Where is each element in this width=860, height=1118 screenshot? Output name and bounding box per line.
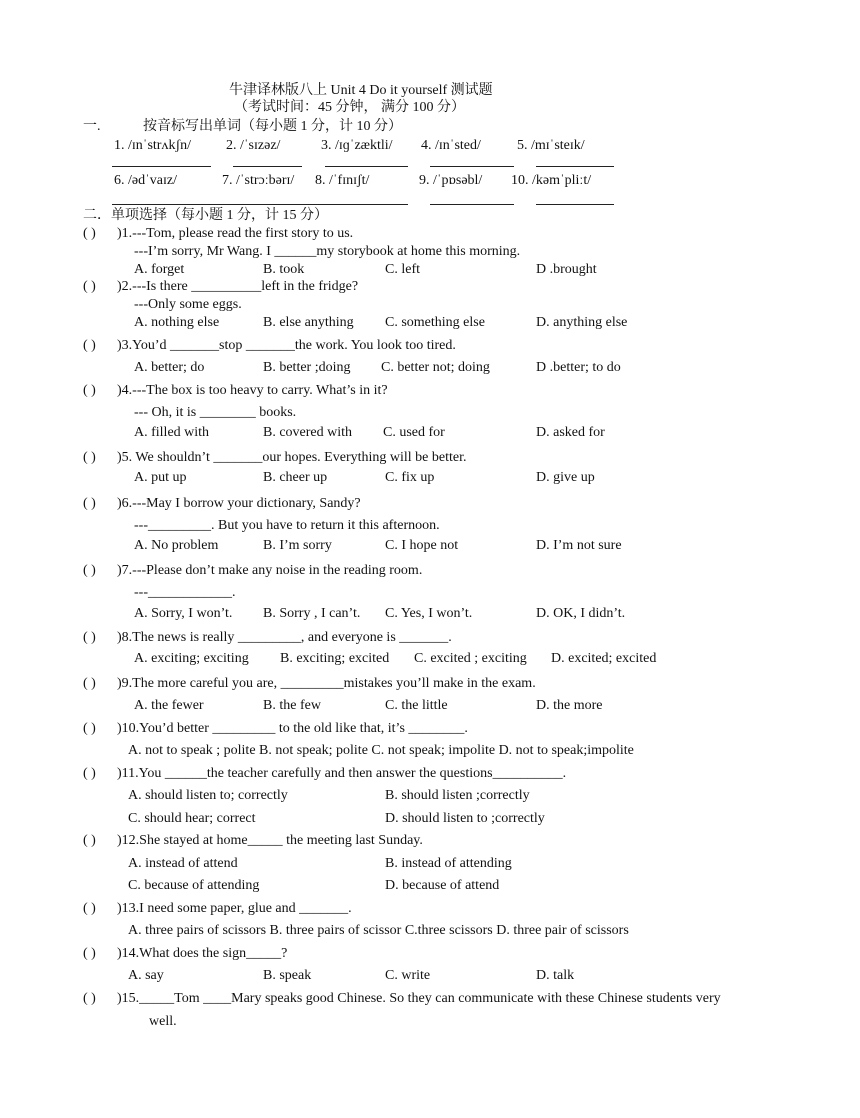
answer-blank[interactable] bbox=[536, 204, 614, 205]
exam-info: （考试时间：45 分钟， 满分 100 分） bbox=[234, 100, 465, 115]
option-d: D. give up bbox=[536, 470, 595, 485]
question-stem: )2.---Is there __________left in the fridge? bbox=[117, 279, 359, 294]
phonetic-item: 6. /ədˈvaɪz/ bbox=[114, 173, 177, 188]
option-a: A. better; do bbox=[134, 360, 205, 375]
answer-paren[interactable]: ( ) bbox=[83, 833, 96, 848]
option-a: A. filled with bbox=[134, 425, 210, 440]
question-stem: )8.The news is really _________, and everyone is _______. bbox=[117, 630, 452, 645]
option-b: B. covered with bbox=[263, 425, 353, 440]
section1-heading: 按音标写出单词（每小题 1 分，计 10 分） bbox=[143, 119, 402, 134]
option-d: D. talk bbox=[536, 968, 575, 983]
option-b: B. better ;doing bbox=[263, 360, 351, 375]
options-line: A. three pairs of scissors B. three pairs of scissor C.three scissors D. three pair of scissors bbox=[128, 923, 629, 938]
phonetic-item: 2. /ˈsɪzəz/ bbox=[226, 138, 281, 153]
answer-blank[interactable] bbox=[112, 204, 300, 205]
question-stem: )15._____Tom ____Mary speaks good Chinese. So they can communicate with these Chinese students very bbox=[117, 991, 721, 1006]
option-c: C. I hope not bbox=[385, 538, 459, 553]
answer-paren[interactable]: ( ) bbox=[83, 450, 96, 465]
question-line: ---____________. bbox=[134, 585, 236, 600]
option-c: C. left bbox=[385, 262, 420, 277]
option-b: B. the few bbox=[263, 698, 321, 713]
phonetic-item: 7. /ˈstrɔːbərɪ/ bbox=[222, 173, 295, 188]
option-c: C. excited ; exciting bbox=[414, 651, 527, 666]
answer-blank[interactable] bbox=[536, 166, 614, 167]
answer-blank[interactable] bbox=[325, 166, 408, 167]
option-b: B. exciting; excited bbox=[280, 651, 390, 666]
question-stem: )13.I need some paper, glue and _______. bbox=[117, 901, 352, 916]
page-title: 牛津译林版八上 Unit 4 Do it yourself 测试题 bbox=[229, 83, 493, 98]
answer-paren[interactable]: ( ) bbox=[83, 901, 96, 916]
answer-blank[interactable] bbox=[300, 204, 408, 205]
question-stem: )14.What does the sign_____? bbox=[117, 946, 288, 961]
option-b: B. else anything bbox=[263, 315, 354, 330]
answer-paren[interactable]: ( ) bbox=[83, 721, 96, 736]
question-stem: )1.---Tom, please read the first story to us. bbox=[117, 226, 354, 241]
option-c: C. better not; doing bbox=[381, 360, 490, 375]
option-c: C. used for bbox=[383, 425, 445, 440]
option-c: C. Yes, I won’t. bbox=[385, 606, 473, 621]
question-stem: )3.You’d _______stop _______the work. You look too tired. bbox=[117, 338, 456, 353]
answer-blank[interactable] bbox=[112, 166, 211, 167]
option-a: A. exciting; exciting bbox=[134, 651, 249, 666]
option-d: D. excited; excited bbox=[551, 651, 657, 666]
section1-number: 一. bbox=[83, 119, 101, 134]
option-b: B. took bbox=[263, 262, 305, 277]
option-c: C. something else bbox=[385, 315, 485, 330]
answer-paren[interactable]: ( ) bbox=[83, 946, 96, 961]
question-stem: )11.You ______the teacher carefully and then answer the questions__________. bbox=[117, 766, 567, 781]
option-a: A. the fewer bbox=[134, 698, 204, 713]
question-line: ---Only some eggs. bbox=[134, 297, 242, 312]
question-stem: )7.---Please don’t make any noise in the reading room. bbox=[117, 563, 423, 578]
option-d: D. anything else bbox=[536, 315, 628, 330]
option-b: B. Sorry , I can’t. bbox=[263, 606, 361, 621]
answer-paren[interactable]: ( ) bbox=[83, 226, 96, 241]
answer-blank[interactable] bbox=[233, 166, 302, 167]
answer-blank[interactable] bbox=[430, 204, 514, 205]
options-line: A. not to speak ; polite B. not speak; polite C. not speak; impolite D. not to speak;impolite bbox=[128, 743, 634, 758]
question-stem: )6.---May I borrow your dictionary, Sandy? bbox=[117, 496, 361, 511]
option-d: D. asked for bbox=[536, 425, 605, 440]
question-line: --- Oh, it is ________ books. bbox=[134, 405, 297, 420]
answer-paren[interactable]: ( ) bbox=[83, 563, 96, 578]
option-b: B. instead of attending bbox=[385, 856, 512, 871]
section2-heading: 二．单项选择（每小题 1 分，计 15 分） bbox=[83, 208, 328, 223]
question-stem: )4.---The box is too heavy to carry. What’s in it? bbox=[117, 383, 388, 398]
answer-paren[interactable]: ( ) bbox=[83, 496, 96, 511]
option-b: B. speak bbox=[263, 968, 312, 983]
option-a: A. should listen to; correctly bbox=[128, 788, 288, 803]
option-c: C. should hear; correct bbox=[128, 811, 256, 826]
option-a: A. nothing else bbox=[134, 315, 220, 330]
option-a: A. say bbox=[128, 968, 164, 983]
option-a: A. forget bbox=[134, 262, 185, 277]
option-c: C. write bbox=[385, 968, 431, 983]
question-stem: )9.The more careful you are, _________mistakes you’ll make in the exam. bbox=[117, 676, 536, 691]
option-d: D. should listen to ;correctly bbox=[385, 811, 545, 826]
option-a: A. Sorry, I won’t. bbox=[134, 606, 233, 621]
option-b: B. I’m sorry bbox=[263, 538, 332, 553]
answer-paren[interactable]: ( ) bbox=[83, 383, 96, 398]
question-stem: )12.She stayed at home_____ the meeting last Sunday. bbox=[117, 833, 423, 848]
option-b: B. should listen ;correctly bbox=[385, 788, 530, 803]
option-d: D. the more bbox=[536, 698, 603, 713]
phonetic-item: 5. /mɪˈsteɪk/ bbox=[517, 138, 585, 153]
option-d: D. because of attend bbox=[385, 878, 500, 893]
option-c: C. because of attending bbox=[128, 878, 260, 893]
answer-paren[interactable]: ( ) bbox=[83, 991, 96, 1006]
option-a: A. No problem bbox=[134, 538, 219, 553]
option-d: D. I’m not sure bbox=[536, 538, 622, 553]
phonetic-item: 10. /kəmˈpliːt/ bbox=[511, 173, 592, 188]
option-c: C. fix up bbox=[385, 470, 435, 485]
option-d: D. OK, I didn’t. bbox=[536, 606, 626, 621]
phonetic-item: 9. /ˈpɒsəbl/ bbox=[419, 173, 483, 188]
answer-paren[interactable]: ( ) bbox=[83, 676, 96, 691]
question-line: ---_________. But you have to return it this afternoon. bbox=[134, 518, 440, 533]
answer-paren[interactable]: ( ) bbox=[83, 279, 96, 294]
option-d: D .better; to do bbox=[536, 360, 621, 375]
phonetic-item: 1. /ɪnˈstrʌkʃn/ bbox=[114, 138, 191, 153]
answer-paren[interactable]: ( ) bbox=[83, 630, 96, 645]
question-stem: )10.You’d better _________ to the old like that, it’s ________. bbox=[117, 721, 468, 736]
question-line: ---I’m sorry, Mr Wang. I ______my storybook at home this morning. bbox=[134, 244, 521, 259]
option-a: A. put up bbox=[134, 470, 187, 485]
option-a: A. instead of attend bbox=[128, 856, 238, 871]
answer-paren[interactable]: ( ) bbox=[83, 338, 96, 353]
question-stem: )5. We shouldn’t _______our hopes. Everything will be better. bbox=[117, 450, 467, 465]
question-line: well. bbox=[149, 1014, 177, 1029]
option-d: D .brought bbox=[536, 262, 597, 277]
phonetic-item: 4. /ɪnˈsted/ bbox=[421, 138, 481, 153]
answer-paren[interactable]: ( ) bbox=[83, 766, 96, 781]
option-c: C. the little bbox=[385, 698, 448, 713]
phonetic-item: 8. /ˈfɪnɪʃt/ bbox=[315, 173, 370, 188]
phonetic-item: 3. /ɪɡˈzæktli/ bbox=[321, 138, 393, 153]
option-b: B. cheer up bbox=[263, 470, 328, 485]
answer-blank[interactable] bbox=[430, 166, 514, 167]
